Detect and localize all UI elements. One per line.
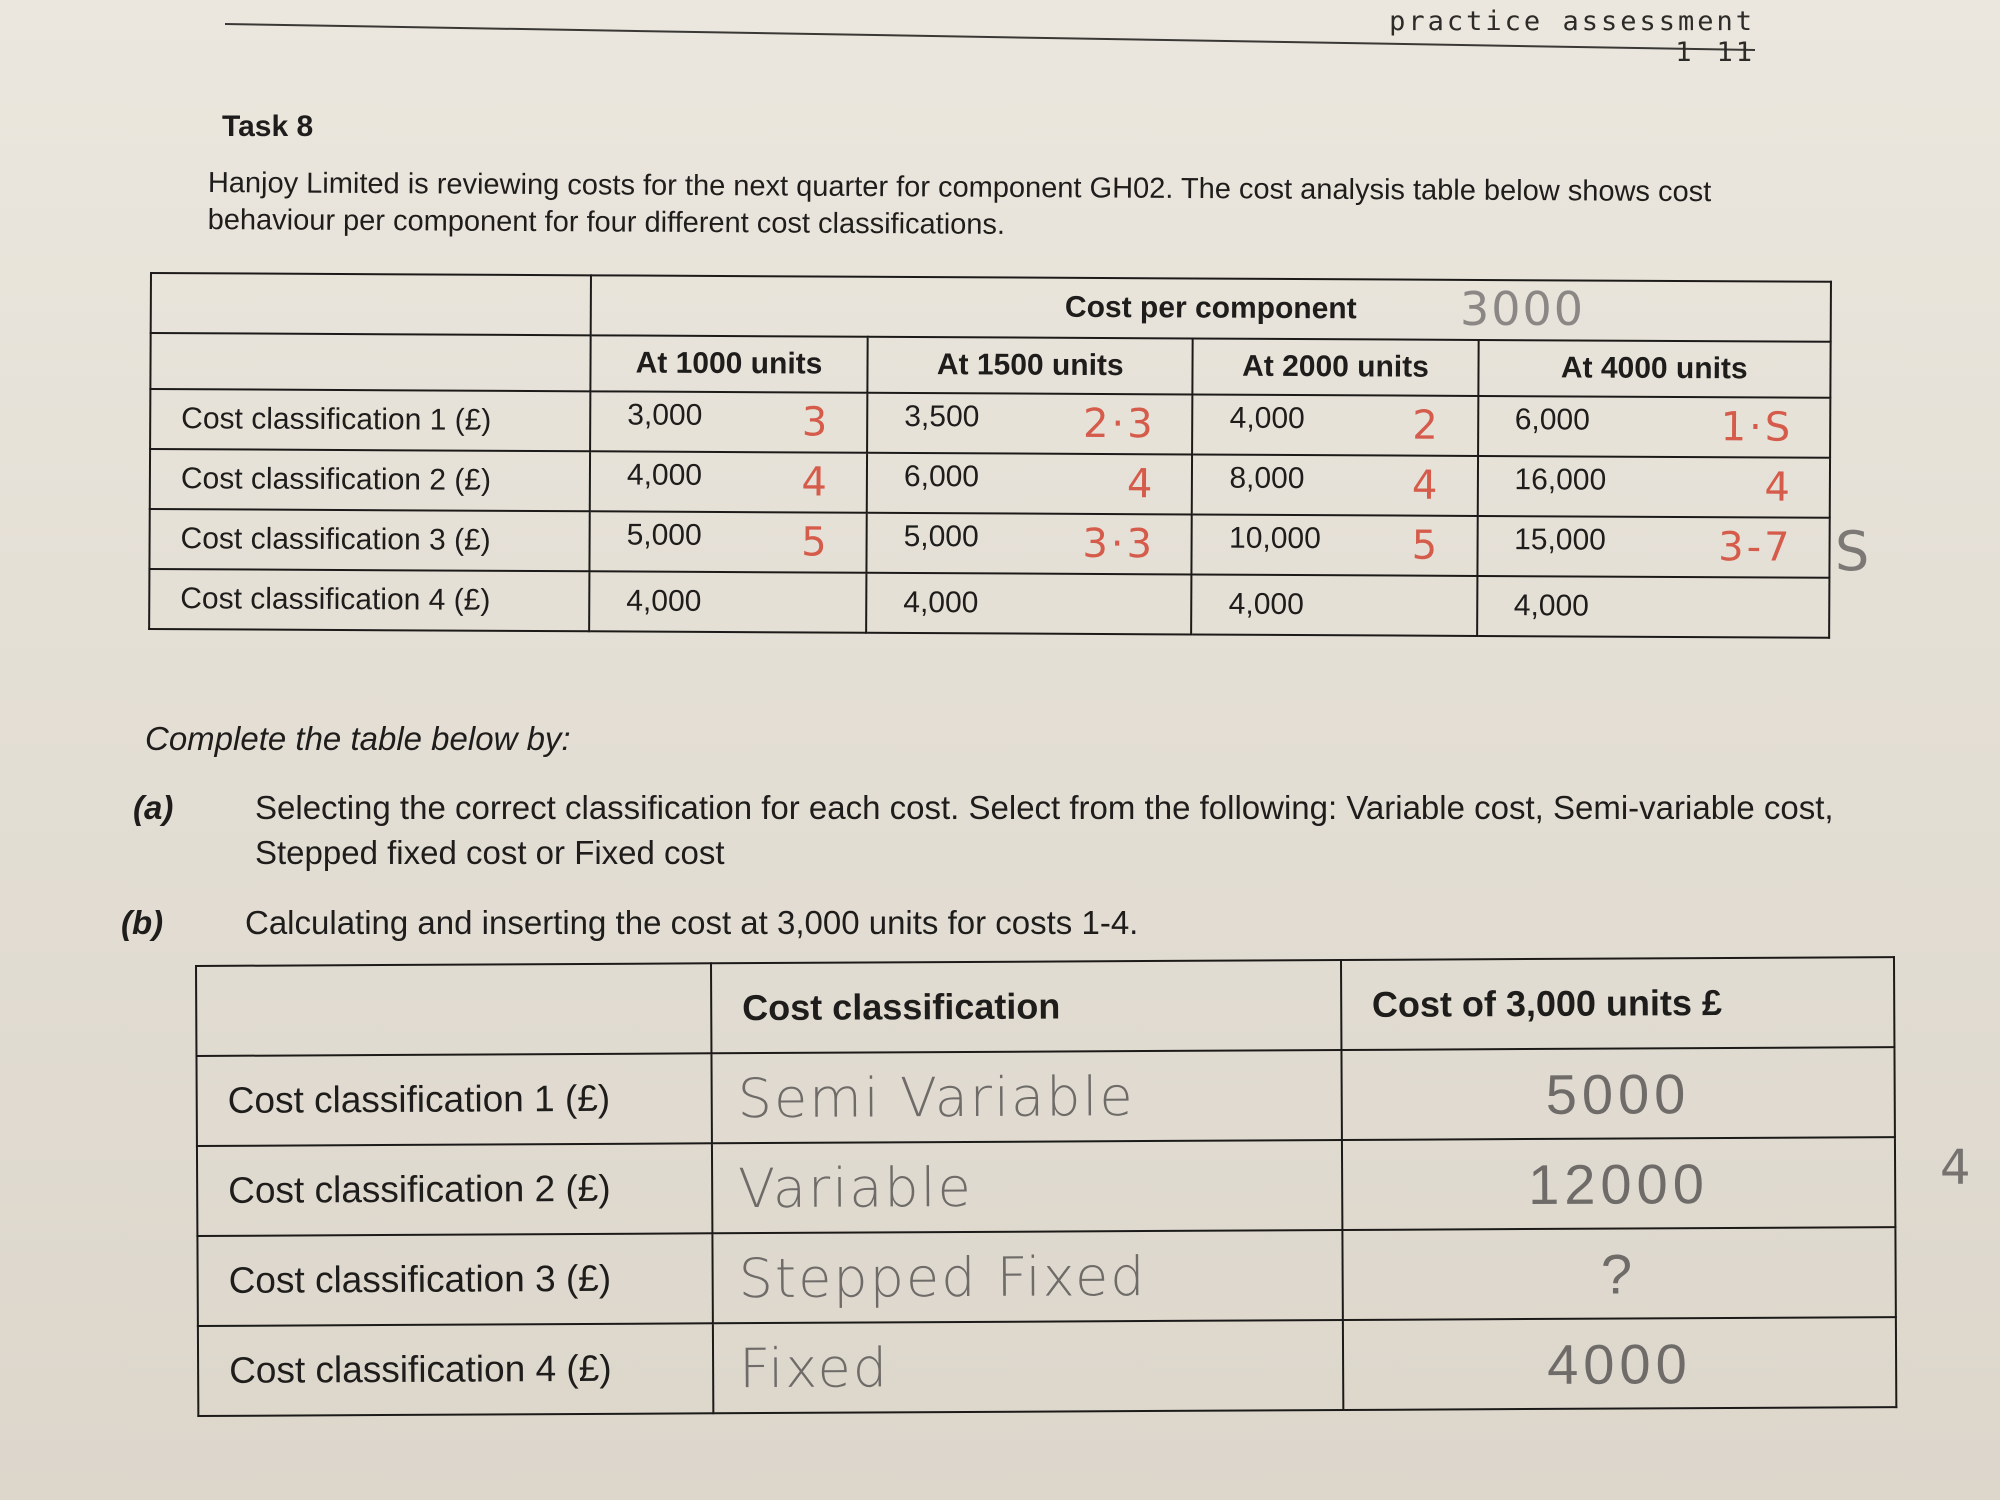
cost-value: 5,000 bbox=[626, 518, 702, 552]
instruction-a bbox=[133, 785, 1875, 875]
cost-cell bbox=[867, 393, 1193, 455]
cost-cell bbox=[590, 451, 867, 512]
cost-cell bbox=[1477, 516, 1830, 578]
cost-answer[interactable]: ? bbox=[1342, 1227, 1896, 1320]
handwritten-note: 5 bbox=[1411, 522, 1441, 569]
handwritten-3000-note: 3000 bbox=[1460, 282, 1586, 336]
row-label: Cost classification 1 (£) bbox=[150, 389, 590, 451]
empty-corner-cell bbox=[151, 273, 591, 335]
row-label: Cost classification 3 (£) bbox=[149, 509, 589, 571]
task-intro: Hanjoy Limited is reviewing costs for the next quarter for component GH02. The cost analysis table below shows cost behaviour per component for four different cost classifications. bbox=[207, 166, 1712, 241]
instruction-b-text: Calculating and inserting the cost at 3,000 units for costs 1-4. bbox=[245, 904, 1139, 941]
cost-value: 3,000 bbox=[627, 398, 703, 432]
table-group-header-row bbox=[151, 273, 1831, 342]
handwritten-note: 2 bbox=[1412, 402, 1441, 449]
classification-answer[interactable]: Variable bbox=[712, 1140, 1342, 1233]
cost-cell bbox=[589, 511, 866, 572]
cost-answer[interactable]: 5000 bbox=[1341, 1047, 1895, 1140]
instruction-b-marker: (b) bbox=[121, 904, 164, 941]
column-header: At 2000 units bbox=[1193, 338, 1478, 395]
cost-cell bbox=[1477, 456, 1830, 518]
row-label: Cost classification 3 (£) bbox=[197, 1233, 712, 1326]
cost-answer[interactable]: 4000 bbox=[1343, 1317, 1897, 1410]
task-title: Task 8 bbox=[222, 110, 314, 143]
cost-cell bbox=[590, 391, 867, 452]
cost-value: 10,000 bbox=[1228, 521, 1321, 556]
classification-answer[interactable]: Stepped Fixed bbox=[712, 1230, 1342, 1323]
cost-per-component-header: Cost per component bbox=[591, 275, 1831, 341]
instruction-b bbox=[121, 900, 1865, 945]
handwritten-note: 3·3 bbox=[1082, 520, 1156, 568]
cost-value: 5,000 bbox=[903, 519, 979, 554]
header-title: practice assessment 1 bbox=[1389, 6, 1755, 68]
cost-cell bbox=[866, 513, 1192, 575]
cost-value: 15,000 bbox=[1514, 523, 1606, 557]
handwritten-note: 3-7 bbox=[1718, 524, 1793, 571]
cost-value: 6,000 bbox=[1514, 403, 1590, 437]
answer-header-row bbox=[196, 957, 1894, 1056]
cost-value: 4,000 bbox=[1229, 401, 1305, 436]
column-header: At 1500 units bbox=[867, 337, 1193, 395]
handwritten-note: 4 bbox=[801, 459, 831, 506]
classification-answer[interactable]: Semi Variable bbox=[711, 1050, 1341, 1143]
handwritten-note: 4 bbox=[1764, 464, 1794, 511]
table-row bbox=[150, 389, 1830, 458]
page-number: 11 bbox=[1716, 37, 1755, 68]
handwritten-s-note: S bbox=[1835, 520, 1870, 583]
cost-cell bbox=[1477, 576, 1830, 638]
handwritten-note: 1·S bbox=[1720, 404, 1794, 451]
table-column-header-row bbox=[150, 333, 1830, 398]
classification-header: Cost classification bbox=[711, 960, 1341, 1053]
table-row bbox=[196, 1047, 1894, 1146]
cost-cell bbox=[866, 573, 1192, 635]
column-header: At 1000 units bbox=[590, 335, 867, 392]
cost-value: 4,000 bbox=[626, 458, 703, 492]
cost-value: 4,000 bbox=[626, 584, 702, 618]
handwritten-note: 5 bbox=[801, 519, 830, 566]
cost-value: 8,000 bbox=[1229, 461, 1305, 496]
handwritten-note: 3 bbox=[801, 399, 831, 446]
table-row bbox=[149, 569, 1829, 638]
cost-cell bbox=[1192, 574, 1477, 635]
table-row bbox=[150, 449, 1830, 518]
table-row bbox=[198, 1317, 1896, 1416]
table-row bbox=[149, 509, 1829, 578]
cost-cell bbox=[867, 453, 1193, 515]
cost-cell bbox=[1478, 396, 1831, 458]
handwritten-note: 4 bbox=[1126, 461, 1156, 508]
row-label: Cost classification 1 (£) bbox=[196, 1053, 711, 1146]
cost-value: 3,500 bbox=[904, 399, 980, 434]
row-label: Cost classification 4 (£) bbox=[149, 569, 589, 631]
cost-cell bbox=[1192, 454, 1477, 515]
running-header bbox=[1315, 6, 1755, 68]
answer-table bbox=[195, 956, 1897, 1417]
empty-corner-cell bbox=[196, 963, 711, 1056]
cost-answer[interactable]: 12000 bbox=[1342, 1137, 1896, 1230]
empty-label-cell bbox=[150, 333, 590, 391]
instruction-a-marker: (a) bbox=[133, 789, 174, 826]
cost-value: 16,000 bbox=[1514, 463, 1607, 497]
row-label: Cost classification 4 (£) bbox=[198, 1323, 713, 1416]
cost-header: Cost of 3,000 units £ bbox=[1341, 957, 1895, 1050]
instructions-lead: Complete the table below by: bbox=[145, 720, 571, 757]
margin-mark-note: 4 bbox=[1940, 1140, 1971, 1196]
instruction-a-text: Selecting the correct classification for each cost. Select from the following: Variable cost, Semi-variable cost, Stepped fixed cost or Fixed cost bbox=[255, 789, 1834, 871]
cost-cell bbox=[1193, 394, 1478, 455]
table-row bbox=[197, 1227, 1895, 1326]
cost-value: 6,000 bbox=[903, 459, 980, 494]
cost-analysis-table bbox=[148, 272, 1832, 639]
handwritten-note: 2·3 bbox=[1082, 400, 1156, 448]
row-label: Cost classification 2 (£) bbox=[197, 1143, 712, 1236]
cost-cell bbox=[1192, 514, 1477, 575]
cost-value: 4,000 bbox=[1513, 589, 1589, 623]
cost-value: 4,000 bbox=[903, 585, 979, 620]
column-header: At 4000 units bbox=[1478, 340, 1831, 398]
handwritten-note: 4 bbox=[1411, 462, 1441, 509]
cost-value: 4,000 bbox=[1228, 587, 1304, 622]
row-label: Cost classification 2 (£) bbox=[150, 449, 590, 511]
table-row bbox=[197, 1137, 1895, 1236]
classification-answer[interactable]: Fixed bbox=[713, 1320, 1343, 1413]
cost-cell bbox=[589, 571, 866, 632]
